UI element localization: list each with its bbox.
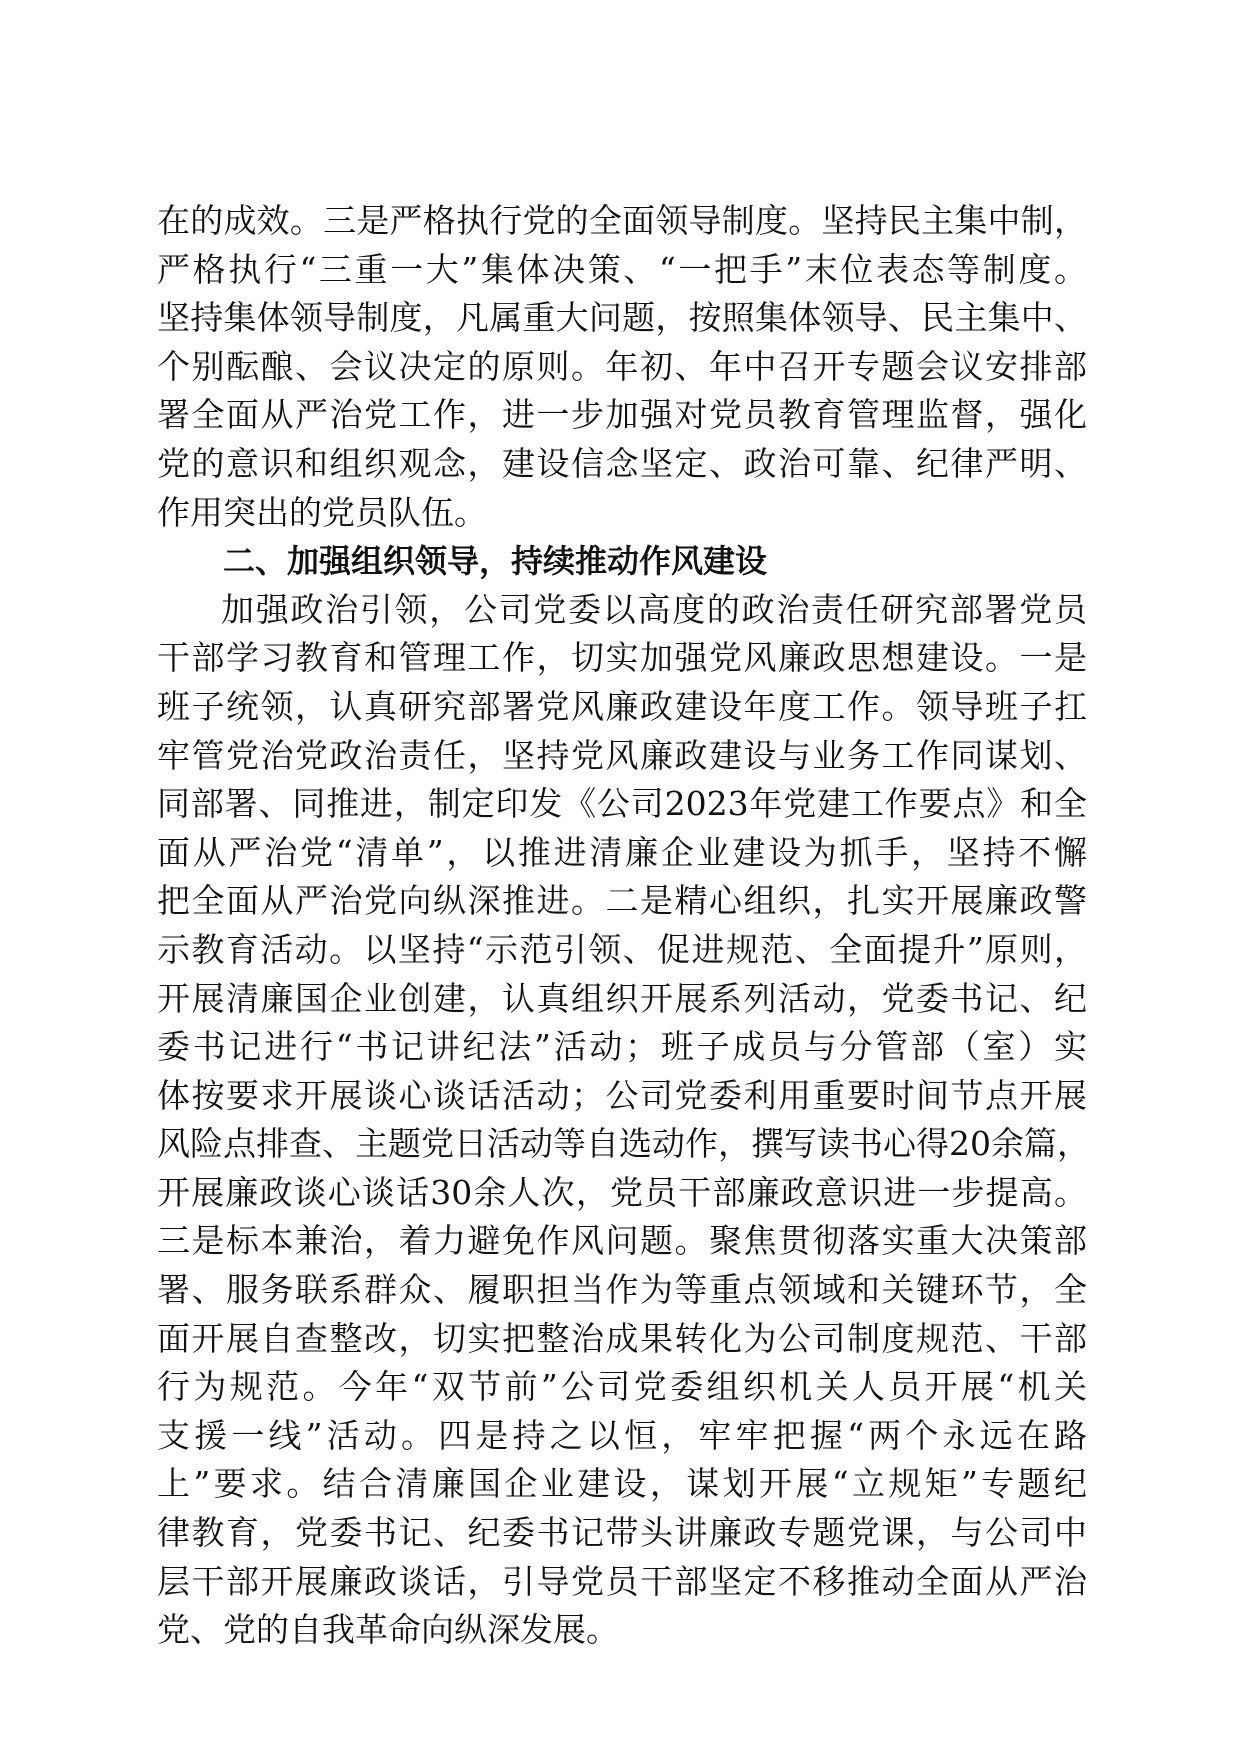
text-line: 加强政治引领，公司党委以高度的政治责任研究部署党员 bbox=[221, 589, 1087, 629]
text-line: 严格执行“三重一大”集体决策、“一把手”末位表态等制度。 bbox=[157, 249, 1087, 289]
text-line: 在的成效。三是严格执行党的全面领导制度。坚持民主集中制， bbox=[157, 201, 1087, 240]
text-line: 示教育活动。以坚持“示范引领、促进规范、全面提升”原则， bbox=[157, 929, 1087, 969]
text-line: 党的意识和组织观念，建设信念坚定、政治可靠、纪律严明、 bbox=[157, 443, 1087, 483]
text-line: 支援一线”活动。四是持之以恒，牢牢把握“两个永远在路 bbox=[157, 1415, 1087, 1455]
paragraph-1 bbox=[157, 197, 1087, 537]
text-line: 层干部开展廉政谈话，引导党员干部坚定不移推动全面从严治 bbox=[157, 1561, 1087, 1601]
text-line: 把全面从严治党向纵深推进。二是精心组织，扎实开展廉政警 bbox=[157, 881, 1087, 921]
text-line: 风险点排查、主题党日活动等自选动作，撰写读书心得20余篇， bbox=[157, 1124, 1090, 1164]
text-line: 署、服务联系群众、履职担当作为等重点领域和关键环节，全 bbox=[157, 1270, 1087, 1310]
text-line: 干部学习教育和管理工作，切实加强党风廉政思想建设。一是 bbox=[157, 638, 1087, 678]
section-heading: 二、加强组织领导，持续推动作风建设 bbox=[223, 542, 768, 581]
text-line: 面开展自查整改，切实把整治成果转化为公司制度规范、干部 bbox=[157, 1318, 1087, 1358]
text-line: 同部署、同推进，制定印发《公司2023年党建工作要点》和全 bbox=[157, 784, 1087, 824]
text-line: 律教育，党委书记、纪委书记带头讲廉政专题党课，与公司中 bbox=[157, 1513, 1087, 1553]
text-line: 体按要求开展谈心谈话活动；公司党委利用重要时间节点开展 bbox=[157, 1075, 1087, 1115]
text-line: 作用突出的党员队伍。 bbox=[157, 492, 487, 532]
text-line: 行为规范。今年“双节前”公司党委组织机关人员开展“机关 bbox=[157, 1367, 1087, 1407]
text-line: 班子统领，认真研究部署党风廉政建设年度工作。领导班子扛 bbox=[157, 686, 1087, 726]
text-line: 署全面从严治党工作，进一步加强对党员教育管理监督，强化 bbox=[157, 395, 1087, 435]
text-line: 开展清廉国企业创建，认真组织开展系列活动，党委书记、纪 bbox=[157, 978, 1087, 1018]
text-line: 面从严治党“清单”，以推进清廉企业建设为抓手，坚持不懈 bbox=[157, 832, 1087, 872]
text-line: 个别酝酿、会议决定的原则。年初、年中召开专题会议安排部 bbox=[157, 346, 1087, 386]
text-line: 党、党的自我革命向纵深发展。 bbox=[157, 1610, 619, 1650]
text-line: 坚持集体领导制度，凡属重大问题，按照集体领导、民主集中、 bbox=[157, 298, 1087, 338]
text-line: 开展廉政谈心谈话30余人次，党员干部廉政意识进一步提高。 bbox=[157, 1172, 1087, 1212]
paragraph-2 bbox=[157, 586, 1090, 1655]
document-body bbox=[157, 197, 1090, 1655]
text-line: 上”要求。结合清廉国企业建设，谋划开展“立规矩”专题纪 bbox=[157, 1464, 1087, 1504]
text-line: 三是标本兼治，着力避免作风问题。聚焦贯彻落实重大决策部 bbox=[157, 1221, 1087, 1261]
text-line: 委书记进行“书记讲纪法”活动；班子成员与分管部（室）实 bbox=[157, 1027, 1087, 1067]
text-line: 牢管党治党政治责任，坚持党风廉政建设与业务工作同谋划、 bbox=[157, 735, 1087, 775]
